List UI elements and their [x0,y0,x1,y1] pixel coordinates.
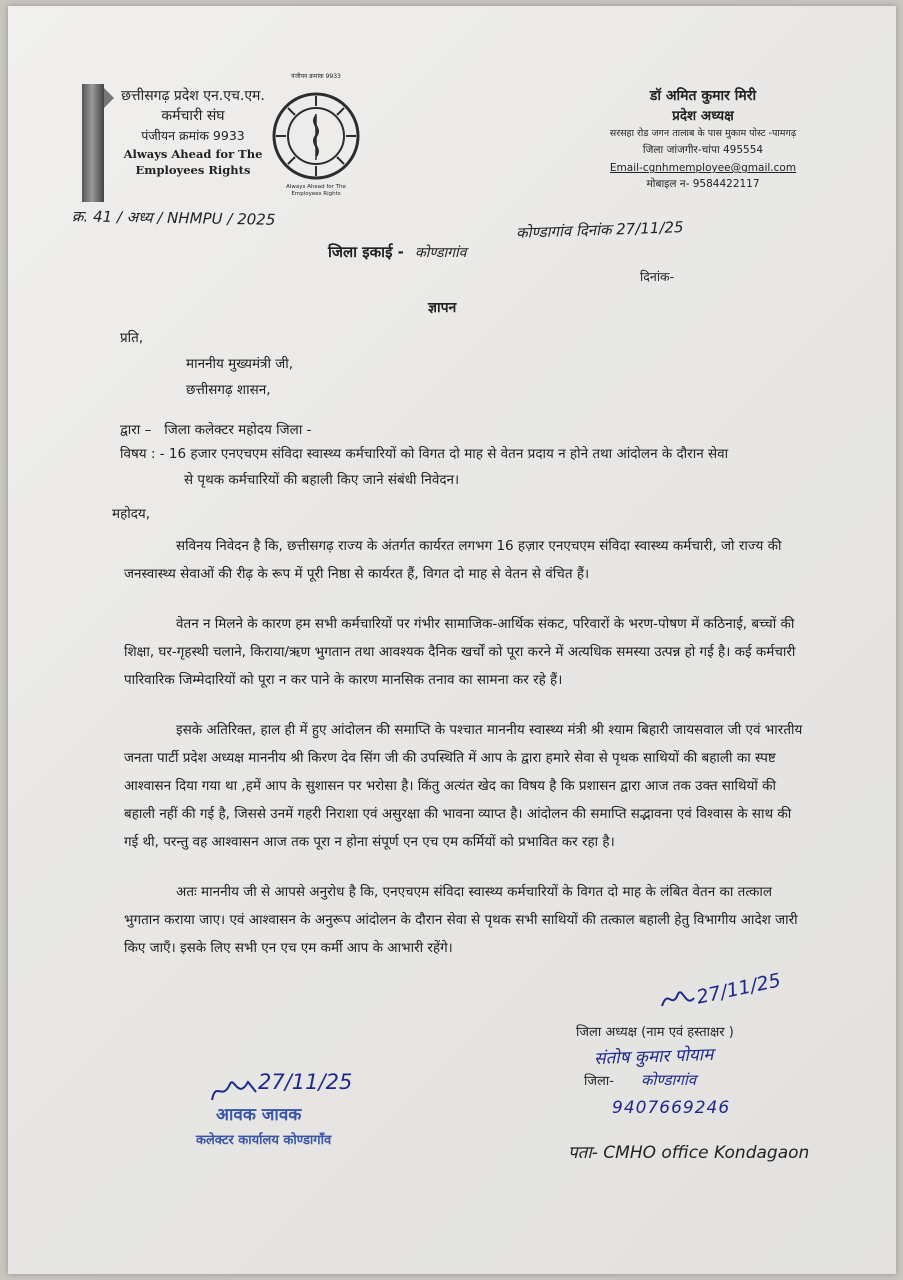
handwritten-place-date: कोण्डागांव दिनांक 27/11/25 [515,218,684,242]
date-label: दिनांक- [640,269,675,284]
recipient-line2: छत्तीसगढ़ शासन, [186,382,271,398]
address-line1: सरसहा रोड जगन तालाब के पास मुकाम पोस्ट -पामगढ़ [609,128,797,139]
signature-date: 27/11/25 [694,969,783,1009]
district-unit [328,242,466,262]
district-unit-label: जिला इकाई - [328,243,404,261]
receipt-stamp-line1: आवक जावक [216,1105,302,1125]
to-label: प्रति, [120,330,144,346]
reference-number: क्र. 41 / अध्य / NHMPU / 2025 [71,207,276,229]
recipient-line1: माननीय मुख्यमंत्री जी, [186,356,294,372]
body-paragraphs [124,532,804,962]
paragraph-3: इसके अतिरिक्त, हाल ही में हुए आंदोलन की समाप्ति के पश्चात माननीय स्वास्थ्य मंत्री श्री श्याम बिहारी जायसवाल जी एवं भारतीय जनता पार्टी प्रदेश अध्यक्ष माननीय श्री किरण देव सिंग जी की उपस्थिति में आप के द्वारा हमारे सेवा से पृथक साथियों की बहाली का स्पष्ट आश्वासन दिया गया था ,हमें आप के सुशासन पर भरोसा है। किंतु अत्यंत खेद का विषय है कि प्रशासन द्वारा आज तक उक्त साथियों की बहाली नहीं की गई है, जिससे उनमें गहरी निराशा एवं असुरक्षा की भावना व्याप्त है। आंदोलन की समाप्ति सद्भावना एवं विश्वास के साथ की गई थी, परन्तु वह आश्वासन आज तक पूरा न होना संपूर्ण एन एच एम कर्मियों को प्रभावित कर रहा है। [124,722,803,850]
email-address: Email-cgnhmemployee@gmail.com [609,162,797,174]
motto-line2: Employees Rights [135,163,251,177]
memorandum-title: ज्ञापन [428,300,457,316]
district-president-label: जिला अध्यक्ष (नाम एवं हस्ताक्षर ) [576,1025,734,1040]
president-designation: प्रदेश अध्यक्ष [672,108,734,124]
signatory-district [584,1070,696,1090]
district-unit-value: कोण्डागांव [414,245,467,261]
signature-scribble-icon [658,984,698,1014]
salutation: महोदय, [112,506,151,522]
paragraph-1: सविनय निवेदन है कि, छत्तीसगढ़ राज्य के अंतर्गत कार्यरत लगभग 16 हज़ार एनएचएम संविदा स्वास्थ्य कर्मचारी, जो राज्य की जनस्वास्थ्य सेवाओं की रीढ़ के रूप में पूरी निष्ठा से कार्यरत हैं, विगत दो माह से वेतन से वंचित हैं। [124,538,782,582]
subject-line2: से पृथक कर्मचारियों की बहाली किए जाने संबंधी निवेदन। [184,472,460,488]
letterhead-left [98,86,288,178]
union-name-line1: छत्तीसगढ़ प्रदेश एन.एच.एम. [121,88,265,104]
seal-bottom-text: Always Ahead for The Employees Rights [286,184,346,197]
president-name: डॉ अमित कुमार मिरी [649,88,757,104]
registration-number: पंजीयन क्रमांक 9933 [141,128,245,143]
mobile-number: मोबाइल न- 9584422117 [646,178,760,190]
via-collector: द्वारा – जिला कलेक्टर महोदय जिला - [120,422,312,438]
seal-top-text: पंजीयन क्रमांक 9933 [291,73,341,80]
district-label: जिला- [584,1074,614,1089]
district-value: कोण्डागांव [640,1071,697,1089]
signatory-address: पता- CMHO office Kondagaon [568,1143,810,1163]
paragraph-2: वेतन न मिलने के कारण हम सभी कर्मचारियों पर गंभीर सामाजिक-आर्थिक संकट, परिवारों के भरण-पोषण में कठिनाई, बच्चों की शिक्षा, घर-गृहस्थी चलाने, किराया/ऋण भुगतान तथा आवश्यक दैनिक खर्चों को पूरा करने में अत्यधिक समस्या उत्पन्न हो गई है। कई कर्मचारी पारिवारिक जिम्मेदारियों को पूरा न कर पाने के कारण मानसिक तनाव का सामना कर रहे हैं। [124,616,796,688]
letterhead-right [568,86,838,192]
signatory-name: संतोष कुमार पोयाम [593,1044,714,1070]
receipt-stamp-line2: कलेक्टर कार्यालय कोण्डागाँव [196,1133,332,1148]
union-name-line2: कर्मचारी संघ [161,108,225,124]
motto-line1: Always Ahead for The [123,147,263,161]
memorandum-letter [8,6,896,1274]
paragraph-4: अतः माननीय जी से आपसे अनुरोध है कि, एनएचएम संविदा स्वास्थ्य कर्मचारियों के विगत दो माह के लंबित वेतन का तत्काल भुगतान कराया जाए। एवं आश्वासन के अनुरूप आंदोलन के दौरान सेवा से पृथक सभी साथियों की तत्काल बहाली हेतु विभागीय आदेश जारी किए जाएँ। इसके लिए सभी एन एच एम कर्मी आप के आभारी रहेंगे। [124,884,798,956]
subject-line1: विषय : - 16 हजार एनएचएम संविदा स्वास्थ्य कर्मचारियों को विगत दो माह से वेतन प्रदाय न होने तथा आंदोलन के दौरान सेवा [120,446,729,462]
signatory-phone: 9407669246 [612,1098,731,1118]
address-line2: जिला जांजगीर-चांपा 495554 [642,144,764,156]
union-seal [270,66,362,206]
receipt-handwritten-date: 27/11/25 [258,1070,353,1094]
